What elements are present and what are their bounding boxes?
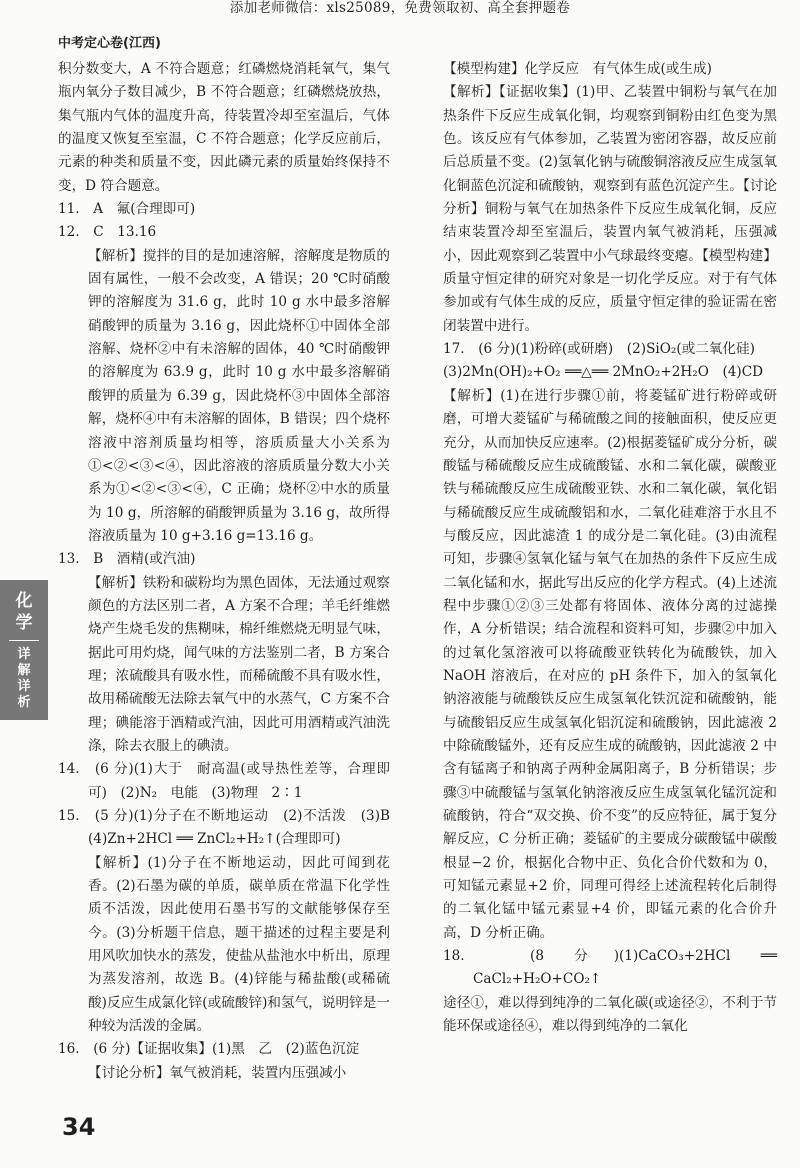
- answer-13: 13. B 酒精(或汽油): [58, 551, 196, 568]
- discussion-16: 【讨论分析】氧气被消耗，装置内压强减小: [88, 1064, 347, 1081]
- equation-17: (3)2Mn(OH)₂+O₂ ══△══ 2MnO₂+2H₂O (4)CD: [443, 364, 764, 381]
- answer-18: 18. (8 分)(1)CaCO₃+2HCl ══ CaCl₂+H₂O+CO₂↑: [443, 948, 777, 988]
- label-char: 解: [17, 662, 31, 678]
- label-char: 详: [17, 678, 31, 694]
- subject-side-tab: [0, 580, 48, 720]
- right-column: [443, 58, 777, 1038]
- answer-16: 16. (6 分)【证据收集】(1)黑 乙 (2)蓝色沉淀: [58, 1041, 360, 1058]
- book-header: 中考定心卷(江西): [58, 36, 161, 51]
- analysis-12: 【解析】搅拌的目的是加速溶解，溶解度是物质的固有属性，一般不会改变，A 错误；20 ℃时硝酸钾的溶解度为 31.6 g，此时 10 g 水中最多溶解硝酸钾的质量为 3.16 g，因此烧杯①中固体全部溶解、烧杯②中有未溶解的固体，40 ℃时硝酸钾的溶解度为 63.9 g，此时 10 g 水中最多溶解硝酸钾的质量为 6.39 g，因此烧杯③中固体全部溶解，烧杯④中有未溶解的固体，B 错误；四个烧杯溶液中溶剂质量均相等，溶质质量大小关系为①<②<③<④，因此溶液的溶质质量分数大小关系为①<②<③<④，C 正确；烧杯②中水的质量为 10 g，所溶解的硝酸钾质量为 3.16 g，故所得溶液质量为 10 g+3.16 g=13.16 g。: [88, 247, 390, 544]
- analysis-16: 【解析】【证据收集】(1)甲、乙装置中铜粉与氧气在加热条件下反应生成氧化铜，均观察到铜粉由红色变为黑色。该反应有气体参加，乙装置为密闭容器，故反应前后总质量不变。(2)氢氧化钠与硫酸铜溶液反应生成氢氧化铜蓝色沉淀和硫酸钠，观察到有蓝色沉淀产生。【讨论分析】铜粉与氧气在加热条件下反应生成氧化铜，反应结束装置冷却至室温后，装置内氧气被消耗，压强减小，因此观察到乙装置中小气球最终变瘪。【模型构建】质量守恒定律的研究对象是一切化学反应。对于有气体参加或有气体生成的反应，质量守恒定律的验证需在密闭装置中进行。: [443, 84, 777, 334]
- paragraph: 积分数变大，A 不符合题意；红磷燃烧消耗氧气，集气瓶内氧分子数目减少，B 不符合题意；红磷燃烧放热，集气瓶内气体的温度升高，待装置冷却至室温后，气体的温度又恢复至室温，C 不符合题意；化学反应前后，元素的种类和质量不变，因此磷元素的质量始终保持不变，D 符合题意。: [58, 61, 390, 194]
- answer-17: 17. (6 分)(1)粉碎(或研磨) (2)SiO₂(或二氧化硅): [443, 341, 755, 358]
- promo-banner: 添加老师微信：xls25089，免费领取初、高全套押题卷: [229, 0, 571, 16]
- subject-char: 学: [15, 612, 33, 633]
- label-char: 析: [17, 694, 31, 710]
- model-16: 【模型构建】化学反应 有气体生成(或生成): [443, 61, 712, 77]
- subject-char: 化: [15, 590, 33, 611]
- analysis-17: 【解析】(1)在进行步骤①前，将菱锰矿进行粉碎或研磨，可增大菱锰矿与稀硫酸之间的接触面积，使反应更充分，从而加快反应速率。(2)根据菱锰矿成分分析，碳酸锰与稀硫酸反应生成硫酸锰、水和二氧化碳，碳酸亚铁与稀硫酸反应生成硫酸亚铁、水和二氧化碳，氧化铝与稀硫酸反应生成硫酸铝和水，二氧化硅难溶于水且不与酸反应，因此滤渣 1 的成分是二氧化硅。(3)由流程可知，步骤④氢氧化锰与氧气在加热的条件下反应生成二氧化锰和水，据此写出反应的化学方程式。(4)上述流程中步骤①②③三处都有将固体、液体分离的过滤操作，A 分析错误；结合流程和资料可知，步骤②中加入的过氧化氢溶液可以将硫酸亚铁转化为硫酸铁，加入 NaOH 溶液后，在对应的 pH 条件下，加入的氢氧化钠溶液能与硫酸铁反应生成氢氧化铁沉淀和硫酸钠，能与硫酸铝反应生成氢氧化铝沉淀和硫酸钠，因此滤液 2 中除硫酸锰外，还有反应生成的硫酸钠，因此滤液 2 中含有锰离子和钠离子两种金属阳离子，B 分析错误；步骤③中硫酸锰与氢氧化钠溶液反应生成氢氧化锰沉淀和硫酸钠，符合“双交换、价不变”的反应特征，属于复分解反应，C 分析正确；菱锰矿的主要成分碳酸锰中碳酸根显−2 价，根据化合物中正、负化合价代数和为 0，可知锰元素显+2 价，同理可得经上述流程转化后制得的二氧化锰中锰元素显+4 价，即锰元素的化合价升高，D 分析正确。: [443, 387, 777, 941]
- label-char: 详: [17, 646, 31, 662]
- left-column: [58, 58, 404, 1085]
- answer-14: 14. (6 分)(1)大于 耐高温(或导热性差等，合理即可) (2)N₂ 电能 (3)物理 2∶1: [58, 761, 390, 801]
- answer-18-cont: 途径①，难以得到纯净的二氧化碳(或途径②，不利于节能环保或途径④，难以得到纯净的二氧化: [443, 994, 777, 1035]
- analysis-13: 【解析】铁粉和碳粉均为黑色固体，无法通过观察颜色的方法区别二者，A 方案不合理；羊毛纤维燃烧产生烧毛发的焦糊味，棉纤维燃烧无明显气味，据此可用灼烧，闻气味的方法鉴别二者，B 方案合理；浓硫酸具有吸水性，而稀硫酸不具有吸水性，故用稀硫酸无法除去氧气中的水蒸气，C 方案不合理；碘能溶于酒精或汽油，因此可用酒精或汽油洗涤，除去衣服上的碘渍。: [88, 574, 390, 754]
- page-number: 34: [62, 1113, 96, 1141]
- analysis-15: 【解析】(1)分子在不断地运动，因此可闻到花香。(2)石墨为碳的单质，碳单质在常温下化学性质不活泼，因此使用石墨书写的文献能够保存至今。(3)分析题干信息，题干描述的过程主要是利用风吹加快水的蒸发，使盐从盐池水中析出，原理为蒸发溶剂，故选 B。(4)锌能与稀盐酸(或稀硫酸)反应生成氯化锌(或硫酸锌)和氢气，说明锌是一种较为活泼的金属。: [88, 854, 390, 1035]
- answer-12: 12. C 13.16: [58, 224, 157, 241]
- divider: [9, 640, 39, 641]
- answer-11: 11. A 氟(合理即可): [58, 201, 196, 218]
- answer-15: 15. (5 分)(1)分子在不断地运动 (2)不活泼 (3)B (4)Zn+2HCl ══ ZnCl₂+H₂↑(合理即可): [58, 808, 404, 848]
